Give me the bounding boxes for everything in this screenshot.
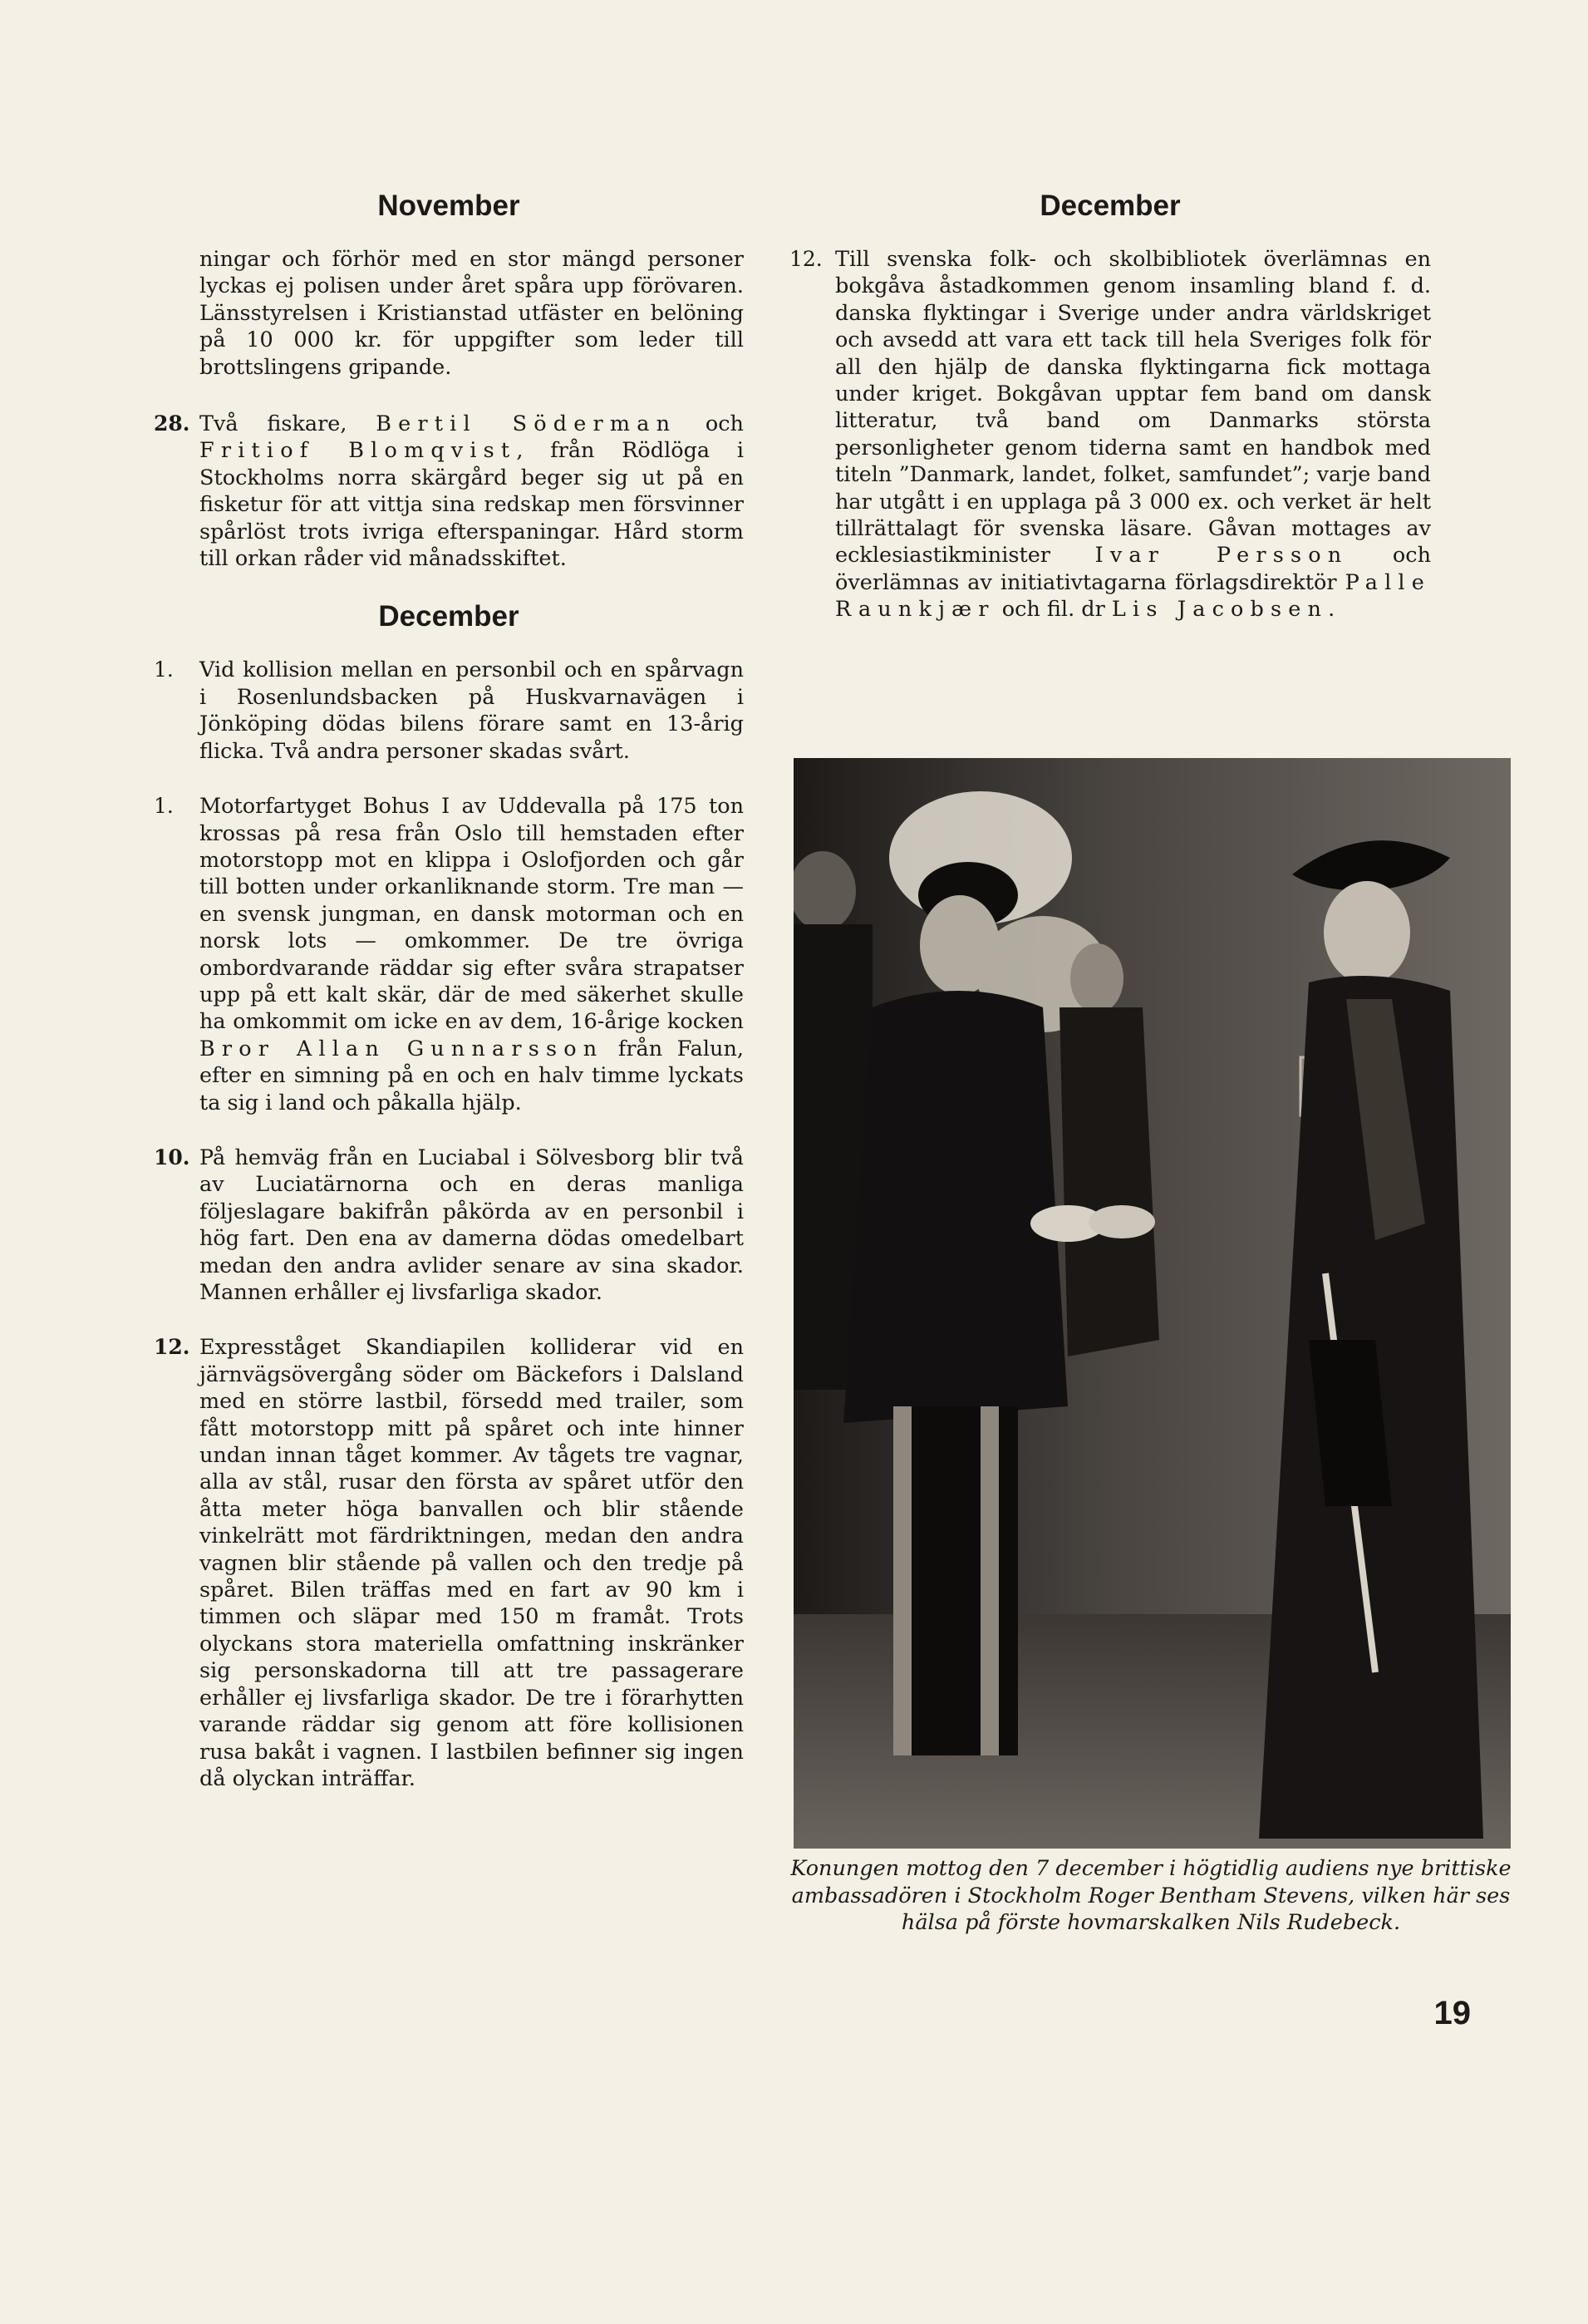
entry-10	[154, 1145, 744, 1306]
photo-illustration	[794, 758, 1511, 1849]
text-part: Till svenska folk- och skolbibliotek överlämnas en bokgåva åstadkommen genom insamling bland f. d. danska flyktingar i Sverige under andra världskriget och avsedd att vara ett tack till hela Sveriges folk för all den hjälp de danska flyktingarna fick mottaga under kriget. Bokgåvan upptar fem band om dansk litteratur, två band om Danmarks största personligheter genom tiderna samt en handbok med titeln ”Danmark, landet, folket, samfundet”; varje band har utgått i en upplaga på 3 000 ex. och verket är helt tillrättalagt för svenska läsare. Gåvan mottages av ecklesiastikminister	[835, 247, 1431, 569]
entry-text	[199, 411, 744, 572]
text-part: Två fiskare,	[199, 411, 376, 437]
entry-12a	[154, 1334, 744, 1792]
ambassador-legs	[893, 1406, 1018, 1755]
person-name: Ivar Persson	[1094, 543, 1349, 569]
entry-text: Vid kollision mellan en personbil och en spårvagn i Rosenlundsbacken på Huskvarnavägen i Jönköping dödas bilens förare samt en 13-årig flicka. Två andra personer skadas svårt.	[199, 657, 744, 764]
entry-date: 12.	[154, 1335, 190, 1360]
entry-date: 1.	[154, 794, 174, 819]
right-column	[789, 190, 1431, 652]
text-part: och	[676, 411, 744, 437]
entry-text: På hemväg från en Luciabal i Sölvesborg blir två av Luciatärnorna och en deras manliga följeslagare bakifrån påkörda av en personbil i hög fart. Den ena av damerna dödas omedelbart medan den andra avlider senare av sina skador. Mannen erhåller ej livsfarliga skador.	[199, 1145, 744, 1305]
text-part: och överlämnas av initiativtagarna förlagsdirektör	[835, 543, 1431, 595]
photo-caption: Konungen mottog den 7 december i högtidlig audiens nye brittiske ambassadören i Stockholm Roger Bentham Stevens, vilken här ses hälsa på förste hovmarskalken Nils Rudebeck.	[790, 1856, 1512, 1935]
marshal-face	[1324, 881, 1410, 984]
trouser-stripe	[981, 1406, 999, 1755]
entry-text	[199, 793, 744, 1116]
heading-december-left: December	[378, 600, 519, 633]
ambassador-face	[920, 895, 1000, 995]
heading-november: November	[377, 190, 520, 222]
heading-december-right: December	[1040, 190, 1181, 222]
entry-text	[835, 246, 1431, 623]
entry-12b	[789, 246, 1431, 623]
person-name: Lis Jacobsen	[1111, 597, 1329, 623]
entry-date: 12.	[789, 247, 823, 271]
entry-text: ningar och förhör med en stor mängd personer lyckas ej polisen under året spåra upp förövaren. Länsstyrelsen i Kristianstad utfäster en belöning på 10 000 kr. för uppgifter som leder till brottslingens gripande.	[199, 247, 744, 380]
page-number: 19	[1433, 1995, 1471, 2031]
ambassador-coat	[843, 991, 1068, 1423]
left-column	[154, 190, 744, 1820]
woman-face	[1070, 943, 1123, 1013]
person-name: Bertil Söderman	[376, 411, 677, 437]
entry-date: 28.	[154, 411, 190, 436]
woman-figure	[1059, 1007, 1159, 1356]
trouser-stripe	[893, 1406, 912, 1755]
text-part: och fil. dr	[995, 597, 1112, 623]
person-name: Bror Allan Gunnarsson	[199, 1036, 604, 1061]
person-name: Palle Raunkjær	[835, 569, 1431, 623]
november-continuation-entry	[154, 246, 744, 381]
text-part: från Falun, efter en simning på en och en halv timme lyckats ta sig i land och påkalla hjälp.	[199, 1036, 744, 1115]
text-part: Motorfartyget Bohus I av Uddevalla på 175 ton krossas på resa från Oslo till hemstaden efter motorstopp mot en klippa i Oslofjorden och går till botten under orkanliknande storm. Tre man — en svensk jungman, en dansk motorman och en norsk lots — omkommer. De tre övriga ombordvarande räddar sig efter svåra strapatser upp på ett kalt skär, där de med säkerhet skulle ha omkommit om icke en av dem, 16-årige kocken	[199, 794, 744, 1035]
entry-text: Expresståget Skandiapilen kolliderar vid en järnvägsövergång söder om Bäckefors i Dalsland med en större lastbil, försedd med trailer, som fått motorstopp mitt på spåret och inte hinner undan innan tåget kommer. Av tågets tre vagnar, alla av stål, rusar den första av spåret utför den åtta meter höga banvallen och blir stående vinkelrätt mot färdriktningen, medan den andra vagnen blir stående på vallen och den tredje på spåret. Bilen träffas med en fart av 90 km i timmen och släpar med 150 m framåt. Trots olyckans stora materiella omfattning inskränker sig personskadorna till att tre passagerare erhåller ej livsfarliga skador. De tre i förarhytten varande räddar sig genom att före kollisionen rusa bakåt i vagnen. I lastbilen befinner sig ingen då olyckan inträffar.	[199, 1335, 744, 1791]
entry-1a	[154, 657, 744, 765]
entry-date: 10.	[154, 1145, 190, 1169]
text-part: , från Rödlöga i Stockholms norra skärgård beger sig ut på en fisketur för att vittja sina redskap men försvinner spårlöst trots ivriga efterspaningar. Hård storm till orkan råder vid månadsskiftet.	[199, 438, 744, 572]
person-name: Fritiof Blomqvist	[199, 438, 517, 464]
text-part: .	[1328, 597, 1335, 623]
entry-date: 1.	[154, 657, 174, 682]
handshake	[1089, 1205, 1155, 1238]
entry-1b	[154, 793, 744, 1116]
entry-28	[154, 411, 744, 572]
audience-photograph	[794, 758, 1511, 1849]
